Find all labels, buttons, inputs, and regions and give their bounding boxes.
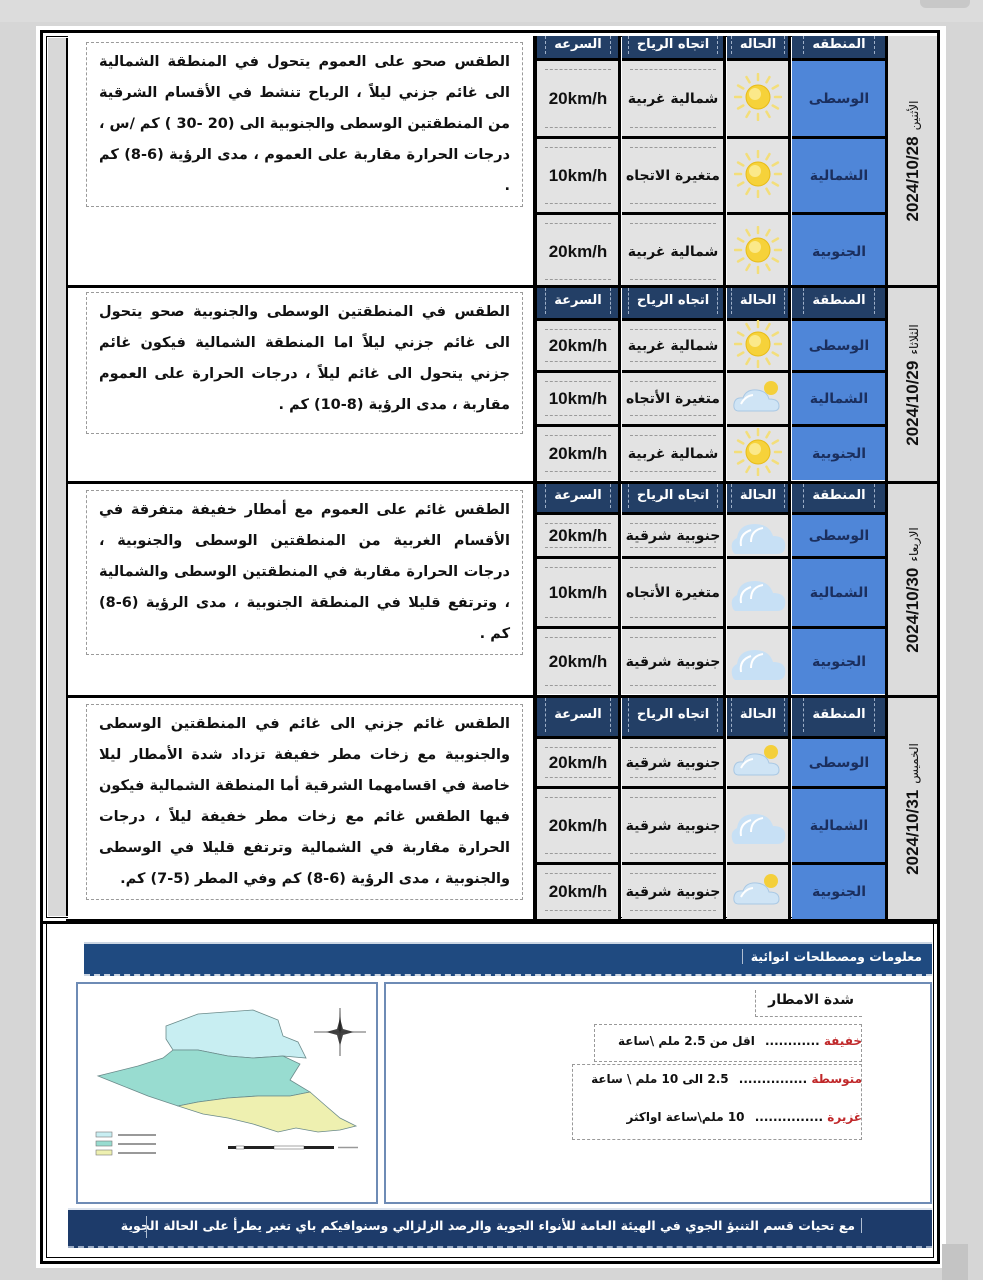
dashed-line xyxy=(545,685,611,686)
dashed-line xyxy=(545,471,611,472)
wind-header xyxy=(622,698,724,736)
wind-speed-cell-text: 20km/h xyxy=(548,335,608,355)
status-header xyxy=(727,36,789,58)
wind-speed-cell xyxy=(537,862,619,919)
weather-status-cell xyxy=(727,318,789,370)
wind-header-label: اتجاه الرياح xyxy=(628,36,718,54)
dashed-line xyxy=(630,435,716,436)
column-divider xyxy=(723,288,726,481)
wind-speed-cell-text: 20km/h xyxy=(548,752,608,772)
rain-level-label: متوسطة xyxy=(811,1072,862,1086)
wind-direction-cell-text: شمالية غربية xyxy=(627,243,719,260)
wind-speed-cell xyxy=(537,212,619,288)
region-cell xyxy=(792,58,886,136)
wind-direction-cell-text: جنوبية شرقية xyxy=(625,884,721,900)
weather-status-cell xyxy=(727,58,789,136)
dashed-line xyxy=(545,747,611,748)
weather-status-cell xyxy=(727,862,789,919)
wind-header xyxy=(622,484,724,512)
wind-direction-cell xyxy=(622,136,724,212)
region-cell xyxy=(792,736,886,786)
column-divider xyxy=(723,484,726,695)
cloudy-icon xyxy=(729,512,787,560)
sun-icon xyxy=(734,320,782,372)
wind-header-label: اتجاه الرياح xyxy=(628,698,718,732)
wind-speed-cell xyxy=(537,424,619,480)
rain-level-value: اقل من 2.5 ملم \ساعة xyxy=(618,1034,755,1048)
dashed-line xyxy=(630,777,716,778)
wind-direction-cell-text: متغيرة الاتجاه xyxy=(626,167,720,184)
dashed-line xyxy=(630,567,716,568)
wind-direction-cell-text: شمالية غربية xyxy=(627,445,719,462)
dashed-line xyxy=(545,910,611,911)
region-cell-text: الوسطى xyxy=(808,337,870,354)
wind-speed-cell xyxy=(537,512,619,556)
dashed-line xyxy=(630,361,716,362)
day-name: الاربعاء xyxy=(906,526,921,562)
dashed-line xyxy=(630,853,716,854)
dashed-line xyxy=(545,853,611,854)
wind-speed-cell-text: 20km/h xyxy=(548,525,608,545)
date-label xyxy=(903,324,923,446)
dashed-line xyxy=(630,223,716,224)
rain-level-moderate xyxy=(591,1072,862,1086)
forecast-day xyxy=(66,698,937,922)
column-divider xyxy=(534,484,537,695)
column-divider xyxy=(618,288,621,481)
region-cell-text: الجنوبية xyxy=(811,243,867,260)
dashed-line xyxy=(630,415,716,416)
rain-level-dots: ............ xyxy=(765,1034,820,1048)
weather-status-cell xyxy=(727,424,789,480)
region-cell-text: الجنوبية xyxy=(811,884,867,900)
region-header xyxy=(792,484,886,512)
dashed-line xyxy=(545,147,611,148)
column-divider xyxy=(788,36,791,285)
forecast-description: الطقس صحو على العموم يتحول في المنطقة الشمالية الى غائم جزني ليلاً ، الرياح تنشط في الأقسام الشرقية من المنطقتين الوسطى والجنوبية الى (20 -30 ) كم /س ، درجات الحرارة مقاربة على العموم ، مدى الرؤية (6-8) كم . xyxy=(86,42,523,207)
day-name: الأثنين xyxy=(906,100,921,130)
sun-icon xyxy=(734,226,782,278)
weather-status-cell xyxy=(727,626,789,694)
speed-header-label: السرعه xyxy=(545,36,610,54)
dashed-line xyxy=(630,910,716,911)
wind-direction-cell xyxy=(622,58,724,136)
map-legend xyxy=(96,1132,156,1155)
wind-direction-cell xyxy=(622,424,724,480)
column-divider xyxy=(534,36,537,285)
region-cell xyxy=(792,136,886,212)
wind-speed-cell-text: 20km/h xyxy=(548,651,608,671)
dashed-line xyxy=(630,617,716,618)
date-value: 2024/10/28 xyxy=(902,135,922,221)
wind-speed-cell-text: 10km/h xyxy=(548,388,608,408)
partly-cloudy-icon xyxy=(731,377,785,421)
region-cell xyxy=(792,370,886,424)
top-handle xyxy=(920,0,970,8)
rain-intensity-title: شدة الامطار xyxy=(755,990,862,1017)
rain-level-value: 10 ملم\ساعة اواكثر xyxy=(626,1110,745,1124)
region-cell xyxy=(792,786,886,862)
dashed-line xyxy=(545,381,611,382)
dashed-line xyxy=(630,873,716,874)
forecast-description: الطقس غائم جزني الى غائم في المنطقتين الوسطى والجنوبية مع زخات مطر خفيفة تزداد شدة الأمطار ليلا خاصة في اقسامهما الشرقية أما المنطقة الشمالية فيكون فيها الطقس غائم مع زخات مطر خفيفة ليلاً ، درجات الحرارة مقاربة في الشمالية وترتفع قليلا في الوسطى والجنوبية ، مدى الرؤية (6-8) كم وفي المطر (5-7) كم. xyxy=(86,704,523,900)
wind-direction-cell-text: شمالية غربية xyxy=(627,90,719,107)
wind-speed-cell-text: 20km/h xyxy=(548,241,608,261)
wind-direction-cell-text: جنوبية شرقية xyxy=(625,817,721,834)
speed-header xyxy=(537,36,619,58)
wind-direction-cell xyxy=(622,786,724,862)
region-header-label: المنطقة xyxy=(803,484,874,508)
description-cell xyxy=(68,484,536,695)
dashed-line xyxy=(630,747,716,748)
wind-direction-cell xyxy=(622,370,724,424)
column-divider xyxy=(618,484,621,695)
map-panel xyxy=(76,982,378,1204)
wind-speed-cell xyxy=(537,318,619,370)
iraq-regions-map xyxy=(78,984,376,1202)
dashed-line xyxy=(630,547,716,548)
dashed-line xyxy=(545,777,611,778)
dashed-line xyxy=(630,797,716,798)
sun-icon xyxy=(734,73,782,125)
wind-direction-cell-text: جنوبية شرقية xyxy=(625,754,721,771)
wind-speed-cell xyxy=(537,556,619,626)
dashed-line xyxy=(545,223,611,224)
status-header-label: الحالة xyxy=(731,484,785,508)
footer-separator xyxy=(146,1216,147,1238)
weather-status-cell xyxy=(727,786,789,862)
status-header xyxy=(727,698,789,736)
sun-icon xyxy=(734,428,782,480)
region-cell-text: الجنوبية xyxy=(811,445,867,462)
region-header xyxy=(792,698,886,736)
rain-level-value: 2.5 الى 10 ملم \ ساعة xyxy=(591,1072,729,1086)
wind-speed-cell xyxy=(537,136,619,212)
status-header-label: الحالة xyxy=(731,288,785,314)
wind-direction-cell xyxy=(622,626,724,694)
speed-header xyxy=(537,698,619,736)
description-cell xyxy=(68,288,536,481)
info-header-bar xyxy=(84,942,932,976)
region-cell xyxy=(792,556,886,626)
wind-speed-cell-text: 20km/h xyxy=(548,815,608,835)
speed-header-label: السرعة xyxy=(545,288,610,314)
rain-level-label: خفيفة xyxy=(823,1034,862,1048)
region-cell-text: الوسطى xyxy=(808,754,870,771)
wind-direction-cell-text: متغيرة الأتجاه xyxy=(626,390,720,407)
region-header xyxy=(792,288,886,318)
rain-level-light xyxy=(618,1034,862,1048)
region-cell-text: الشمالية xyxy=(809,817,869,834)
info-title: معلومات ومصطلحات انوائية xyxy=(742,949,922,964)
region-cell xyxy=(792,424,886,480)
speed-header-label: السرعة xyxy=(545,484,610,508)
wind-speed-cell xyxy=(537,786,619,862)
description-cell xyxy=(68,698,536,919)
column-divider xyxy=(534,698,537,919)
wind-direction-cell-text: متغيرة الأتجاه xyxy=(626,584,720,601)
region-cell-text: الشمالية xyxy=(809,167,869,184)
wind-direction-cell xyxy=(622,512,724,556)
region-cell-text: الجنوبية xyxy=(811,653,867,670)
cloudy-icon xyxy=(729,569,787,617)
dashed-line xyxy=(545,523,611,524)
dashed-line xyxy=(545,279,611,280)
dashed-line xyxy=(545,361,611,362)
dashed-line xyxy=(545,69,611,70)
region-cell xyxy=(792,318,886,370)
column-divider xyxy=(723,36,726,285)
forecast-day xyxy=(66,288,937,484)
day-name: الخميس xyxy=(906,742,921,784)
dashed-line xyxy=(545,637,611,638)
date-cell xyxy=(886,288,937,481)
rain-level-dots: ............... xyxy=(754,1110,824,1124)
region-cell xyxy=(792,212,886,288)
dashed-line xyxy=(630,685,716,686)
dashed-line xyxy=(630,637,716,638)
column-divider xyxy=(723,698,726,919)
dashed-line xyxy=(545,435,611,436)
day-name: الثلاثاء xyxy=(906,323,921,355)
dashed-line xyxy=(545,127,611,128)
dashed-line xyxy=(630,329,716,330)
wind-speed-cell xyxy=(537,626,619,694)
weather-status-cell xyxy=(727,370,789,424)
weather-status-cell xyxy=(727,136,789,212)
cloudy-icon xyxy=(729,638,787,686)
dashed-line xyxy=(630,203,716,204)
dashed-line xyxy=(545,203,611,204)
dashed-line xyxy=(630,523,716,524)
status-header-label: الحالة xyxy=(731,698,785,732)
rain-level-dots: ............... xyxy=(738,1072,808,1086)
cloudy-icon xyxy=(729,802,787,850)
speed-header-label: السرعة xyxy=(545,698,610,732)
date-value: 2024/10/31 xyxy=(902,789,922,875)
date-cell xyxy=(886,36,937,285)
status-header xyxy=(727,288,789,318)
wind-direction-cell xyxy=(622,736,724,786)
rain-intensity-panel xyxy=(384,982,932,1204)
wind-speed-cell-text: 20km/h xyxy=(548,882,608,901)
compass-rose-icon xyxy=(314,1008,366,1056)
partly-cloudy-icon xyxy=(731,870,785,914)
region-header-label: المنطقة xyxy=(803,698,874,732)
rain-level-heavy xyxy=(627,1110,862,1124)
description-cell xyxy=(68,36,536,285)
dashed-line xyxy=(630,279,716,280)
dashed-line xyxy=(545,617,611,618)
dashed-line xyxy=(545,567,611,568)
date-label xyxy=(903,527,923,653)
wind-header-label: اتجاه الرياح xyxy=(628,288,718,314)
region-header-label: المنطقه xyxy=(803,36,874,54)
wind-speed-cell-text: 10km/h xyxy=(548,582,608,602)
dashed-line xyxy=(630,147,716,148)
dashed-line xyxy=(545,547,611,548)
region-cell-text: الوسطى xyxy=(808,90,870,107)
region-cell xyxy=(792,862,886,919)
wind-header xyxy=(622,36,724,58)
weather-status-cell xyxy=(727,512,789,556)
dashed-line xyxy=(545,415,611,416)
wind-direction-cell-text: جنوبية شرقية xyxy=(625,527,721,544)
column-divider xyxy=(788,698,791,919)
forecast-description: الطقس في المنطقتين الوسطى والجنوبية صحو يتحول الى غائم جزني ليلاً اما المنطقة الشمالية فيكون غائم جزني يتحول الى غائم ليلاً ، درجات الحرارة على العموم مقاربة ، مدى الرؤية (8-10) كم . xyxy=(86,292,523,434)
wind-speed-cell-text: 10km/h xyxy=(548,165,608,185)
corner-handle xyxy=(942,1244,968,1280)
forecast-day xyxy=(66,484,937,698)
column-divider xyxy=(788,484,791,695)
left-margin-strip xyxy=(48,38,68,916)
footer-text: مع تحيات قسم التنبؤ الجوي في الهيئة العامة للأنواء الجوية والرصد الزلزالي وسنوافيكم باي تغير يطرأ على الحالة الجوية xyxy=(121,1218,862,1233)
status-header xyxy=(727,484,789,512)
status-header-label: الحاله xyxy=(731,36,785,54)
wind-speed-cell-text: 20km/h xyxy=(548,443,608,463)
wind-direction-cell xyxy=(622,556,724,626)
wind-speed-cell xyxy=(537,370,619,424)
column-divider xyxy=(618,36,621,285)
date-value: 2024/10/30 xyxy=(902,567,922,653)
date-cell xyxy=(886,484,937,695)
dashed-line xyxy=(630,127,716,128)
weather-status-cell xyxy=(727,556,789,626)
date-label xyxy=(903,743,923,875)
region-cell-text: الشمالية xyxy=(809,584,869,601)
top-strip xyxy=(0,0,983,22)
wind-direction-cell-text: شمالية غربية xyxy=(627,337,719,354)
map-scale-bar xyxy=(228,1146,358,1149)
region-cell-text: الوسطى xyxy=(808,527,870,544)
wind-speed-cell xyxy=(537,736,619,786)
dashed-line xyxy=(545,797,611,798)
dashed-line xyxy=(545,873,611,874)
forecast-day xyxy=(66,36,937,288)
dashed-line xyxy=(630,471,716,472)
column-divider xyxy=(534,288,537,481)
footer-bar xyxy=(68,1208,932,1248)
sun-icon xyxy=(734,150,782,202)
wind-speed-cell-text: 20km/h xyxy=(548,88,608,108)
speed-header xyxy=(537,288,619,318)
wind-direction-cell xyxy=(622,318,724,370)
date-label xyxy=(903,100,923,221)
rain-level-label: غزيرة xyxy=(827,1110,862,1124)
weather-status-cell xyxy=(727,212,789,288)
wind-direction-cell xyxy=(622,862,724,919)
weather-status-cell xyxy=(727,736,789,786)
column-divider xyxy=(618,698,621,919)
dashed-line xyxy=(545,329,611,330)
speed-header xyxy=(537,484,619,512)
column-divider xyxy=(788,288,791,481)
region-cell xyxy=(792,512,886,556)
wind-speed-cell xyxy=(537,58,619,136)
wind-direction-cell xyxy=(622,212,724,288)
region-header-label: المنطقة xyxy=(803,288,874,314)
region-header xyxy=(792,36,886,58)
forecast-description: الطقس غائم على العموم مع أمطار خفيفة متفرقة في الأقسام الغربية من المنطقتين الوسطى والجنوبية ، درجات الحرارة مقاربة في المنطقتين الوسطى والشمالية ، وترتفع قليلا في المنطقة الجنوبية ، مدى الرؤية (6-8) كم . xyxy=(86,490,523,655)
wind-header xyxy=(622,288,724,318)
partly-cloudy-icon xyxy=(731,741,785,785)
region-cell-text: الشمالية xyxy=(809,390,869,407)
region-cell xyxy=(792,626,886,694)
wind-direction-cell-text: جنوبية شرقية xyxy=(625,653,721,670)
wind-header-label: اتجاه الرياح xyxy=(628,484,718,508)
date-value: 2024/10/29 xyxy=(902,360,922,446)
dashed-line xyxy=(630,381,716,382)
dashed-line xyxy=(630,69,716,70)
date-cell xyxy=(886,698,937,919)
